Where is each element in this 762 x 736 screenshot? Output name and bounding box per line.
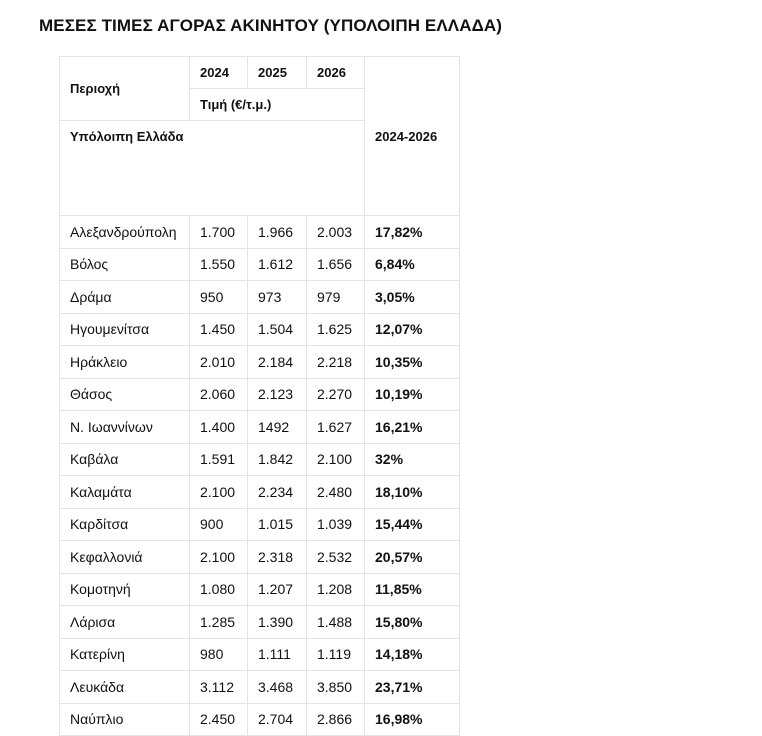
price-2024-cell: 2.010 xyxy=(190,346,248,379)
price-2025-cell: 1.504 xyxy=(248,313,307,346)
table-row xyxy=(60,313,460,346)
price-2025-cell: 1.015 xyxy=(248,508,307,541)
price-2024-cell: 1.285 xyxy=(190,606,248,639)
change-cell: 11,85% xyxy=(365,573,460,606)
table-row xyxy=(60,378,460,411)
price-2026-cell: 2.270 xyxy=(307,378,365,411)
change-cell: 16,98% xyxy=(365,703,460,736)
region-header: Περιοχή xyxy=(60,57,190,121)
table-row xyxy=(60,703,460,736)
table-body xyxy=(60,216,460,736)
region-cell: Κεφαλλονιά xyxy=(60,541,190,574)
table-row xyxy=(60,346,460,379)
price-2025-cell: 973 xyxy=(248,281,307,314)
price-2024-cell: 1.591 xyxy=(190,443,248,476)
change-header: 2024-2026 xyxy=(365,57,460,216)
price-2024-cell: 1.550 xyxy=(190,248,248,281)
price-2026-cell: 2.100 xyxy=(307,443,365,476)
price-2026-cell: 2.003 xyxy=(307,216,365,249)
price-2025-cell: 2.123 xyxy=(248,378,307,411)
price-2026-cell: 2.532 xyxy=(307,541,365,574)
table-row xyxy=(60,508,460,541)
unit-header: Τιμή (€/τ.μ.) xyxy=(190,89,365,121)
table-row xyxy=(60,573,460,606)
change-cell: 16,21% xyxy=(365,411,460,444)
price-2025-cell: 1.390 xyxy=(248,606,307,639)
subheader: Υπόλοιπη Ελλάδα xyxy=(60,121,365,216)
price-2024-cell: 3.112 xyxy=(190,671,248,704)
price-2025-cell: 2.184 xyxy=(248,346,307,379)
price-2024-cell: 1.400 xyxy=(190,411,248,444)
region-cell: Καβάλα xyxy=(60,443,190,476)
table-row xyxy=(60,638,460,671)
table-row xyxy=(60,671,460,704)
price-2025-cell: 2.234 xyxy=(248,476,307,509)
price-2025-cell: 1.207 xyxy=(248,573,307,606)
price-2024-cell: 2.060 xyxy=(190,378,248,411)
change-cell: 14,18% xyxy=(365,638,460,671)
price-2024-cell: 1.700 xyxy=(190,216,248,249)
region-cell: Δράμα xyxy=(60,281,190,314)
change-cell: 15,80% xyxy=(365,606,460,639)
price-2024-cell: 2.450 xyxy=(190,703,248,736)
price-2025-cell: 2.318 xyxy=(248,541,307,574)
price-2024-cell: 1.450 xyxy=(190,313,248,346)
price-2025-cell: 2.704 xyxy=(248,703,307,736)
region-cell: Ηγουμενίτσα xyxy=(60,313,190,346)
change-cell: 3,05% xyxy=(365,281,460,314)
change-cell: 20,57% xyxy=(365,541,460,574)
change-cell: 15,44% xyxy=(365,508,460,541)
year-2026-header: 2026 xyxy=(307,57,365,89)
table-row xyxy=(60,248,460,281)
change-cell: 17,82% xyxy=(365,216,460,249)
region-cell: Λάρισα xyxy=(60,606,190,639)
price-2026-cell: 3.850 xyxy=(307,671,365,704)
year-2025-header: 2025 xyxy=(248,57,307,89)
price-2024-cell: 2.100 xyxy=(190,541,248,574)
table-row xyxy=(60,216,460,249)
region-cell: Κομοτηνή xyxy=(60,573,190,606)
region-cell: Αλεξανδρούπολη xyxy=(60,216,190,249)
change-cell: 10,35% xyxy=(365,346,460,379)
price-2024-cell: 1.080 xyxy=(190,573,248,606)
price-2026-cell: 979 xyxy=(307,281,365,314)
price-2024-cell: 2.100 xyxy=(190,476,248,509)
price-2025-cell: 1.842 xyxy=(248,443,307,476)
region-cell: Βόλος xyxy=(60,248,190,281)
price-2026-cell: 1.656 xyxy=(307,248,365,281)
change-cell: 23,71% xyxy=(365,671,460,704)
table-row xyxy=(60,476,460,509)
price-2026-cell: 2.218 xyxy=(307,346,365,379)
price-2026-cell: 2.866 xyxy=(307,703,365,736)
change-cell: 12,07% xyxy=(365,313,460,346)
region-cell: Κατερίνη xyxy=(60,638,190,671)
price-2024-cell: 950 xyxy=(190,281,248,314)
table-row xyxy=(60,541,460,574)
price-2025-cell: 1.612 xyxy=(248,248,307,281)
price-2024-cell: 900 xyxy=(190,508,248,541)
table-header xyxy=(60,57,460,216)
price-2026-cell: 1.627 xyxy=(307,411,365,444)
price-2026-cell: 1.208 xyxy=(307,573,365,606)
region-cell: Λευκάδα xyxy=(60,671,190,704)
price-2026-cell: 1.625 xyxy=(307,313,365,346)
change-cell: 10,19% xyxy=(365,378,460,411)
region-cell: Ν. Ιωαννίνων xyxy=(60,411,190,444)
page-title: ΜΕΣΕΣ ΤΙΜΕΣ ΑΓΟΡΑΣ ΑΚΙΝΗΤΟΥ (ΥΠΟΛΟΙΠΗ ΕΛΛΑΔΑ) xyxy=(39,16,503,35)
price-2025-cell: 1.966 xyxy=(248,216,307,249)
price-2026-cell: 1.039 xyxy=(307,508,365,541)
year-2024-header: 2024 xyxy=(190,57,248,89)
table-row xyxy=(60,606,460,639)
table-row xyxy=(60,443,460,476)
region-cell: Ηράκλειο xyxy=(60,346,190,379)
price-table xyxy=(59,56,460,736)
change-cell: 18,10% xyxy=(365,476,460,509)
price-2026-cell: 1.119 xyxy=(307,638,365,671)
region-cell: Θάσος xyxy=(60,378,190,411)
table-row xyxy=(60,281,460,314)
region-cell: Καρδίτσα xyxy=(60,508,190,541)
price-2025-cell: 3.468 xyxy=(248,671,307,704)
price-2026-cell: 1.488 xyxy=(307,606,365,639)
region-cell: Ναύπλιο xyxy=(60,703,190,736)
price-2026-cell: 2.480 xyxy=(307,476,365,509)
price-2025-cell: 1.111 xyxy=(248,638,307,671)
price-2024-cell: 980 xyxy=(190,638,248,671)
region-cell: Καλαμάτα xyxy=(60,476,190,509)
table-row xyxy=(60,411,460,444)
change-cell: 6,84% xyxy=(365,248,460,281)
change-cell: 32% xyxy=(365,443,460,476)
price-2025-cell: 1492 xyxy=(248,411,307,444)
